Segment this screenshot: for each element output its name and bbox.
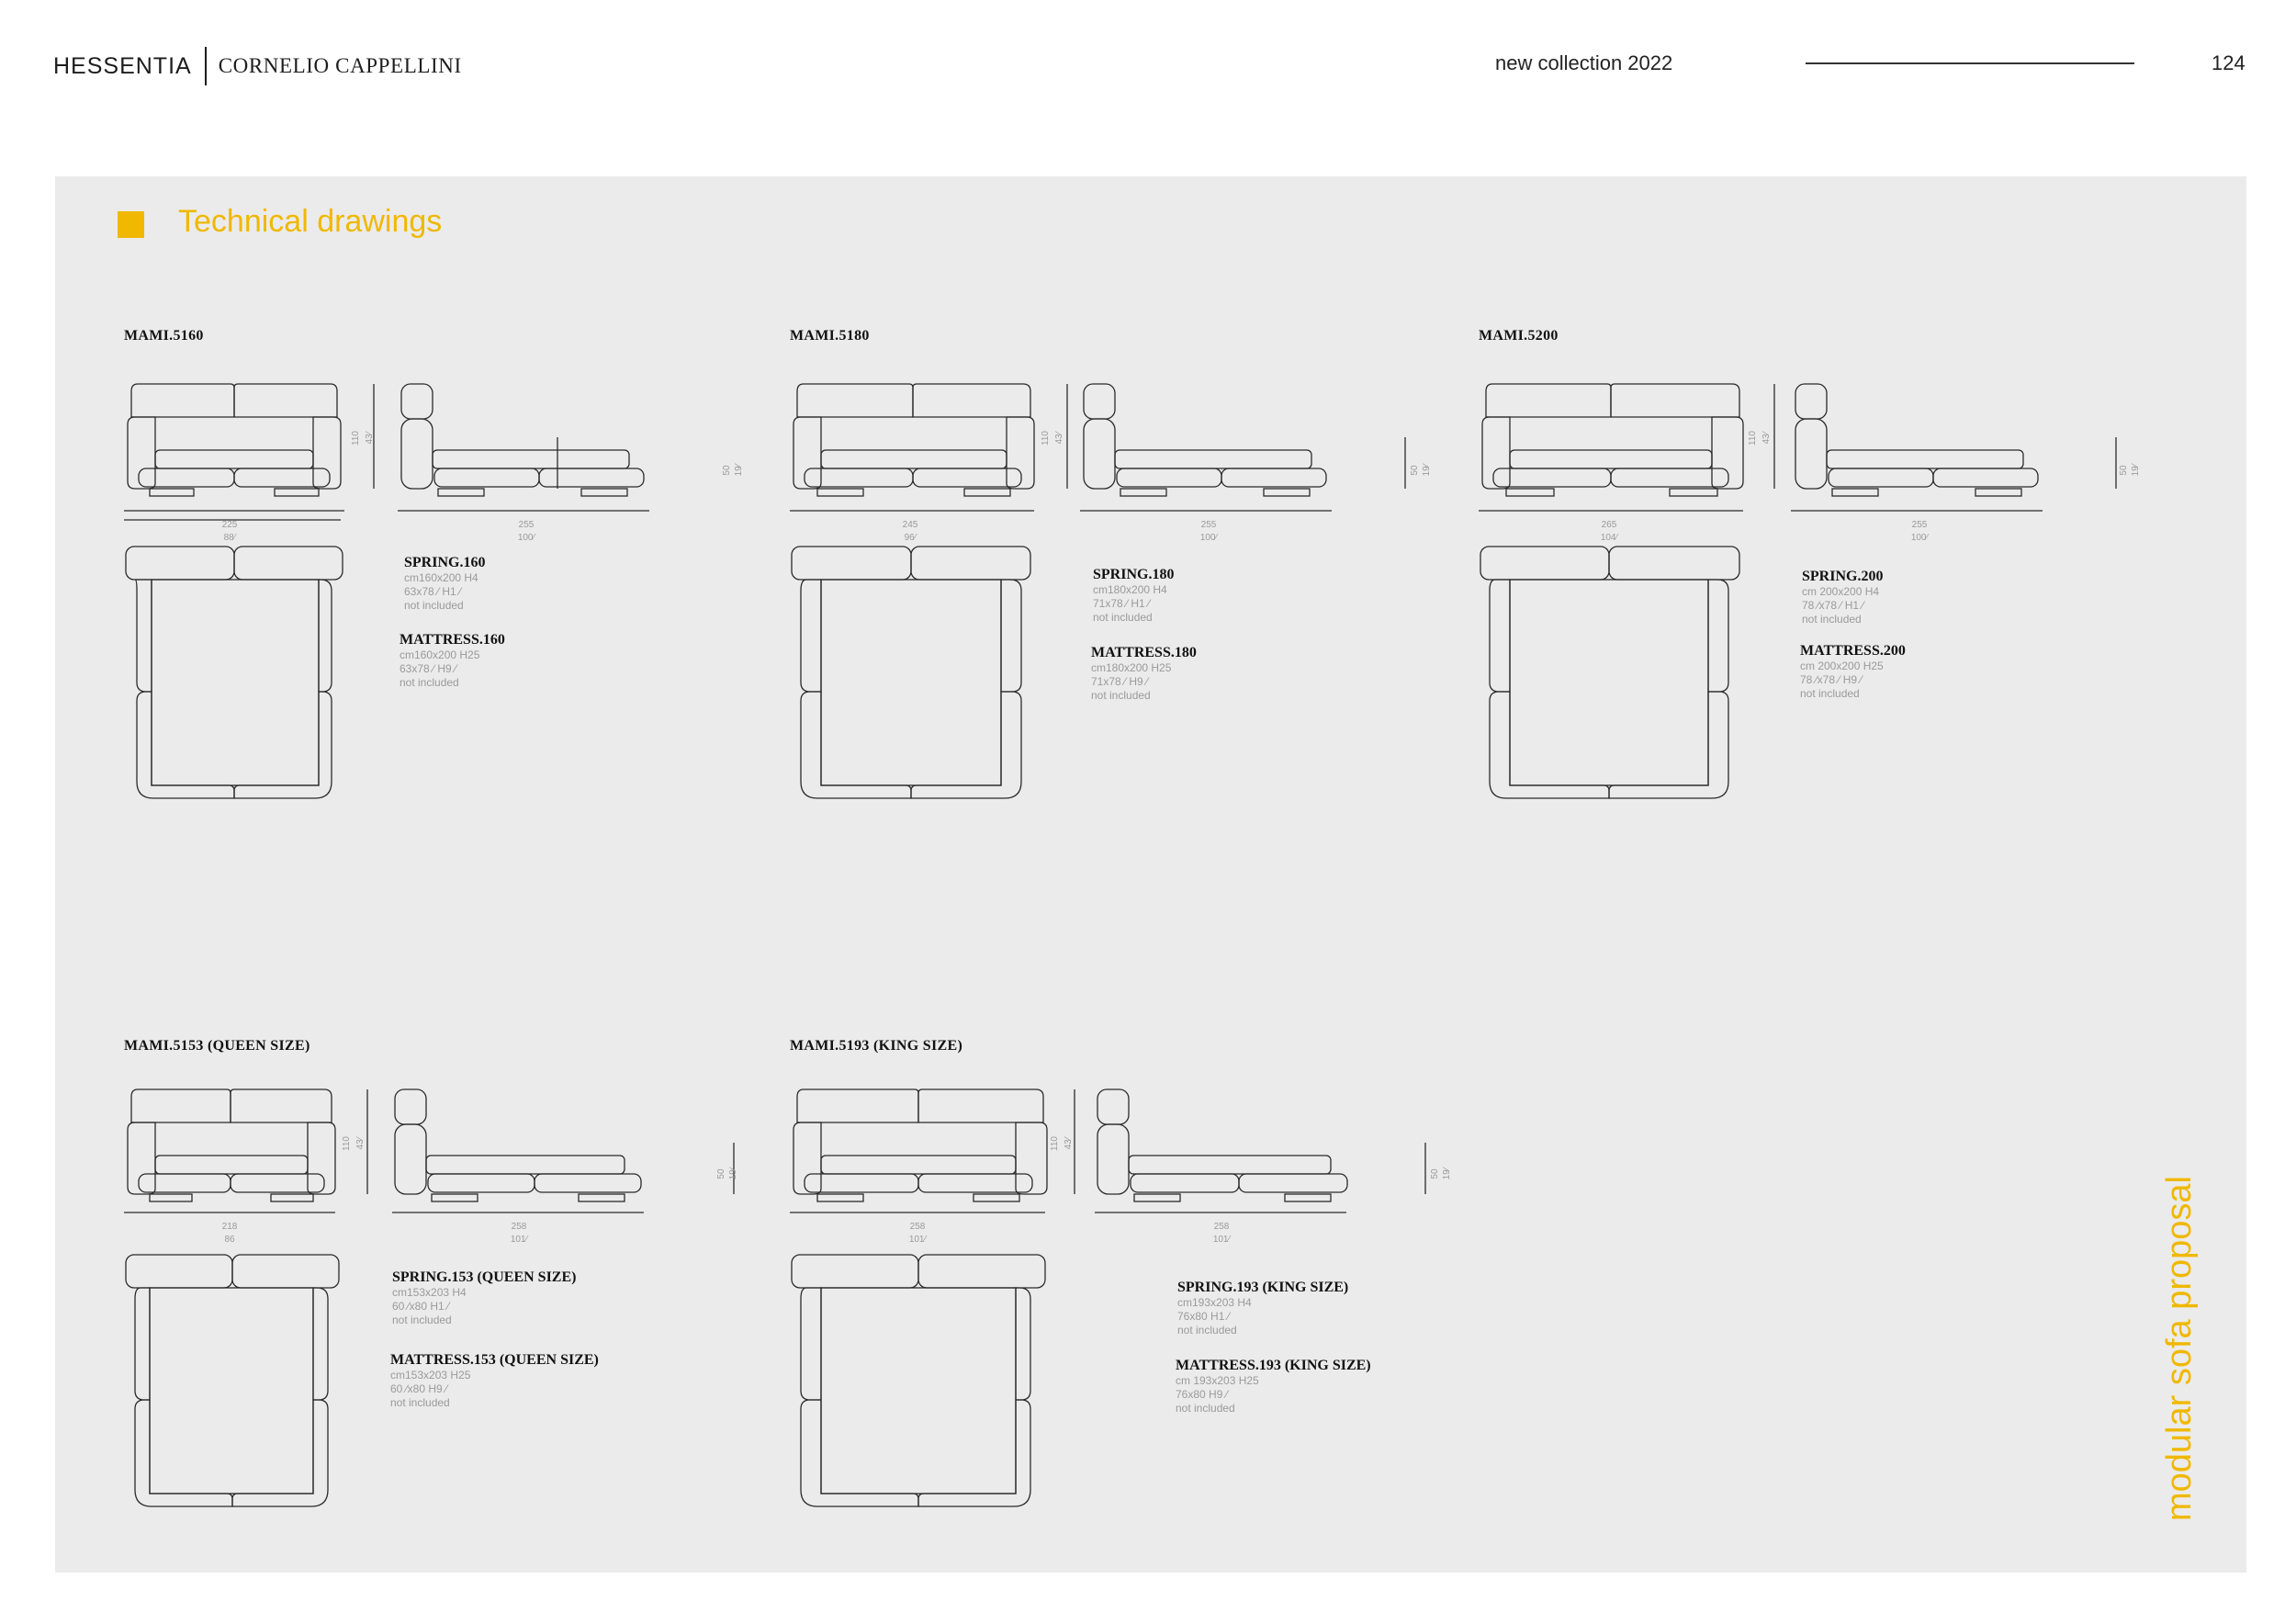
front-view-drawing (124, 380, 363, 503)
side-width-inches: 101⁄ (510, 1235, 528, 1245)
seat-height-inches: 19⁄ (1422, 464, 1432, 477)
mattress-note: not included (1800, 687, 1860, 700)
seat-height-labels (721, 443, 748, 498)
spring-size: cm160x200 H4 (404, 571, 478, 584)
spring-spec (1093, 567, 1174, 625)
mattress-title: MATTRESS.200 (1800, 643, 1906, 659)
seat-height-label: 50 (1410, 465, 1420, 476)
back-height-inches: 43⁄ (1064, 1137, 1074, 1150)
back-height-inches: 43⁄ (1761, 432, 1772, 445)
product-title: MAMI.5160 (124, 328, 204, 344)
back-height-label: 110 (1050, 1136, 1060, 1151)
plan-view-drawing (790, 1253, 1056, 1512)
seat-height-label: 50 (716, 1168, 726, 1179)
front-width-inches: 88⁄ (223, 533, 236, 543)
mattress-size: cm160x200 H25 (400, 648, 480, 661)
back-height-labels (1049, 1107, 1076, 1180)
front-width-label: 245 (902, 520, 918, 530)
product-title: MAMI.5153 (QUEEN SIZE) (124, 1038, 310, 1054)
spring-note: not included (392, 1314, 452, 1326)
front-width-label: 225 (221, 520, 238, 530)
spring-spec (392, 1269, 576, 1327)
brand-logo (53, 48, 462, 85)
front-width-inches: 104⁄ (1600, 533, 1618, 543)
vertical-dimension-lines (124, 1086, 767, 1209)
side-width-inches: 100⁄ (517, 533, 535, 543)
side-width-label: 258 (511, 1222, 527, 1232)
mattress-title: MATTRESS.193 (KING SIZE) (1176, 1358, 1371, 1373)
vertical-dimension-lines (790, 1086, 1451, 1209)
section-title: Technical drawings (178, 204, 443, 239)
seat-height-label: 50 (722, 465, 732, 476)
spring-spec (1802, 569, 1883, 626)
back-height-labels (1040, 401, 1067, 475)
side-width-inches: 100⁄ (1199, 533, 1218, 543)
seat-height-inches: 19⁄ (1442, 1167, 1452, 1180)
mattress-spec (1800, 643, 1906, 701)
back-height-label: 110 (1748, 431, 1758, 445)
page-number: 124 (2212, 51, 2245, 74)
plan-view-drawing (1479, 545, 1745, 804)
spring-spec (1177, 1280, 1348, 1337)
mattress-spec (1176, 1358, 1371, 1415)
spring-inches: 60 ⁄x80 H1 ⁄ (392, 1300, 450, 1313)
seat-height-line (556, 380, 574, 503)
seat-height-inches: 19⁄ (2131, 464, 2141, 477)
seat-height-inches: 19⁄ (734, 464, 744, 477)
spring-title: SPRING.180 (1093, 567, 1175, 582)
side-width-inches: 100⁄ (1910, 533, 1929, 543)
spring-title: SPRING.160 (404, 555, 486, 570)
seat-height-labels (2118, 443, 2145, 498)
mattress-spec (390, 1352, 599, 1410)
product-title: MAMI.5200 (1479, 328, 1559, 344)
side-width-label: 255 (1911, 520, 1928, 530)
technical-drawings-panel (55, 176, 2246, 1573)
front-width-label: 218 (221, 1222, 238, 1232)
dimension-lines (124, 1209, 675, 1255)
spring-title: SPRING.153 (QUEEN SIZE) (392, 1269, 577, 1285)
back-height-labels (1747, 401, 1774, 475)
spring-spec (404, 555, 485, 613)
mattress-note: not included (390, 1396, 450, 1409)
mattress-title: MATTRESS.153 (QUEEN SIZE) (390, 1352, 599, 1368)
mattress-inches: 71x78 ⁄ H9 ⁄ (1091, 675, 1149, 688)
brand-divider (205, 47, 207, 85)
side-width-label: 258 (1213, 1222, 1230, 1232)
front-width-inches: 96⁄ (904, 533, 917, 543)
spring-note: not included (1093, 611, 1153, 624)
spring-size: cm 200x200 H4 (1802, 585, 1880, 598)
vertical-dimension-lines (1479, 380, 2140, 503)
back-height-inches: 43⁄ (1054, 432, 1064, 445)
spring-note: not included (1177, 1324, 1237, 1336)
spring-note: not included (404, 599, 464, 612)
seat-height-labels (1409, 443, 1436, 498)
front-width-label: 265 (1601, 520, 1617, 530)
mattress-inches: 63x78 ⁄ H9 ⁄ (400, 662, 457, 675)
brand-primary: HESSENTIA (53, 52, 192, 79)
front-width-inches: 101⁄ (908, 1235, 927, 1245)
plan-view-drawing (124, 545, 344, 804)
spring-inches: 76x80 H1 ⁄ (1177, 1310, 1230, 1323)
mattress-note: not included (400, 676, 459, 689)
collection-label: new collection 2022 (1495, 51, 1673, 74)
mattress-spec (1091, 645, 1197, 703)
back-height-label: 110 (342, 1136, 352, 1151)
mattress-size: cm 200x200 H25 (1800, 660, 1884, 672)
dimension-lines (790, 1209, 1378, 1255)
back-height-label: 110 (351, 431, 361, 445)
mattress-note: not included (1091, 689, 1151, 702)
side-width-label: 255 (1200, 520, 1217, 530)
side-width-inches: 101⁄ (1212, 1235, 1231, 1245)
spring-inches: 63x78 ⁄ H1 ⁄ (404, 585, 462, 598)
back-height-inches: 43⁄ (365, 432, 375, 445)
plan-view-drawing (790, 545, 1038, 804)
section-marker (118, 211, 144, 238)
mattress-spec (400, 632, 505, 690)
seat-height-label: 50 (1430, 1168, 1440, 1179)
front-width-inches: 86 (224, 1235, 235, 1245)
seat-height-labels (1429, 1146, 1457, 1201)
product-title: MAMI.5193 (KING SIZE) (790, 1038, 963, 1054)
mattress-inches: 76x80 H9 ⁄ (1176, 1388, 1228, 1401)
spring-size: cm193x203 H4 (1177, 1296, 1252, 1309)
spring-title: SPRING.193 (KING SIZE) (1177, 1280, 1349, 1295)
mattress-inches: 78 ⁄x78 ⁄ H9 ⁄ (1800, 673, 1863, 686)
vertical-section-label: modular sofa proposal (2160, 1176, 2199, 1521)
vertical-dimension-lines (790, 380, 1433, 503)
back-height-label: 110 (1041, 431, 1051, 445)
back-height-labels (341, 1107, 368, 1180)
spring-note: not included (1802, 613, 1862, 626)
header-rule (1806, 62, 2134, 64)
mattress-size: cm153x203 H25 (390, 1369, 471, 1382)
mattress-note: not included (1176, 1402, 1235, 1415)
mattress-inches: 60 ⁄x80 H9 ⁄ (390, 1382, 448, 1395)
mattress-size: cm180x200 H25 (1091, 661, 1172, 674)
front-width-label: 258 (909, 1222, 926, 1232)
spring-inches: 78 ⁄x78 ⁄ H1 ⁄ (1802, 599, 1864, 612)
back-height-inches: 43⁄ (355, 1137, 366, 1150)
brand-secondary: CORNELIO CAPPELLINI (218, 54, 462, 77)
product-title: MAMI.5180 (790, 328, 870, 344)
mattress-title: MATTRESS.180 (1091, 645, 1197, 660)
spring-size: cm153x203 H4 (392, 1286, 467, 1299)
page-header (0, 0, 2296, 138)
back-height-labels (350, 401, 377, 475)
seat-height-labels (715, 1146, 743, 1201)
seat-height-inches: 19⁄ (728, 1167, 738, 1180)
spring-size: cm180x200 H4 (1093, 583, 1167, 596)
mattress-title: MATTRESS.160 (400, 632, 505, 648)
plan-view-drawing (124, 1253, 344, 1512)
mattress-size: cm 193x203 H25 (1176, 1374, 1259, 1387)
spring-inches: 71x78 ⁄ H1 ⁄ (1093, 597, 1151, 610)
side-width-label: 255 (518, 520, 535, 530)
seat-height-label: 50 (2119, 465, 2129, 476)
spring-title: SPRING.200 (1802, 569, 1884, 584)
